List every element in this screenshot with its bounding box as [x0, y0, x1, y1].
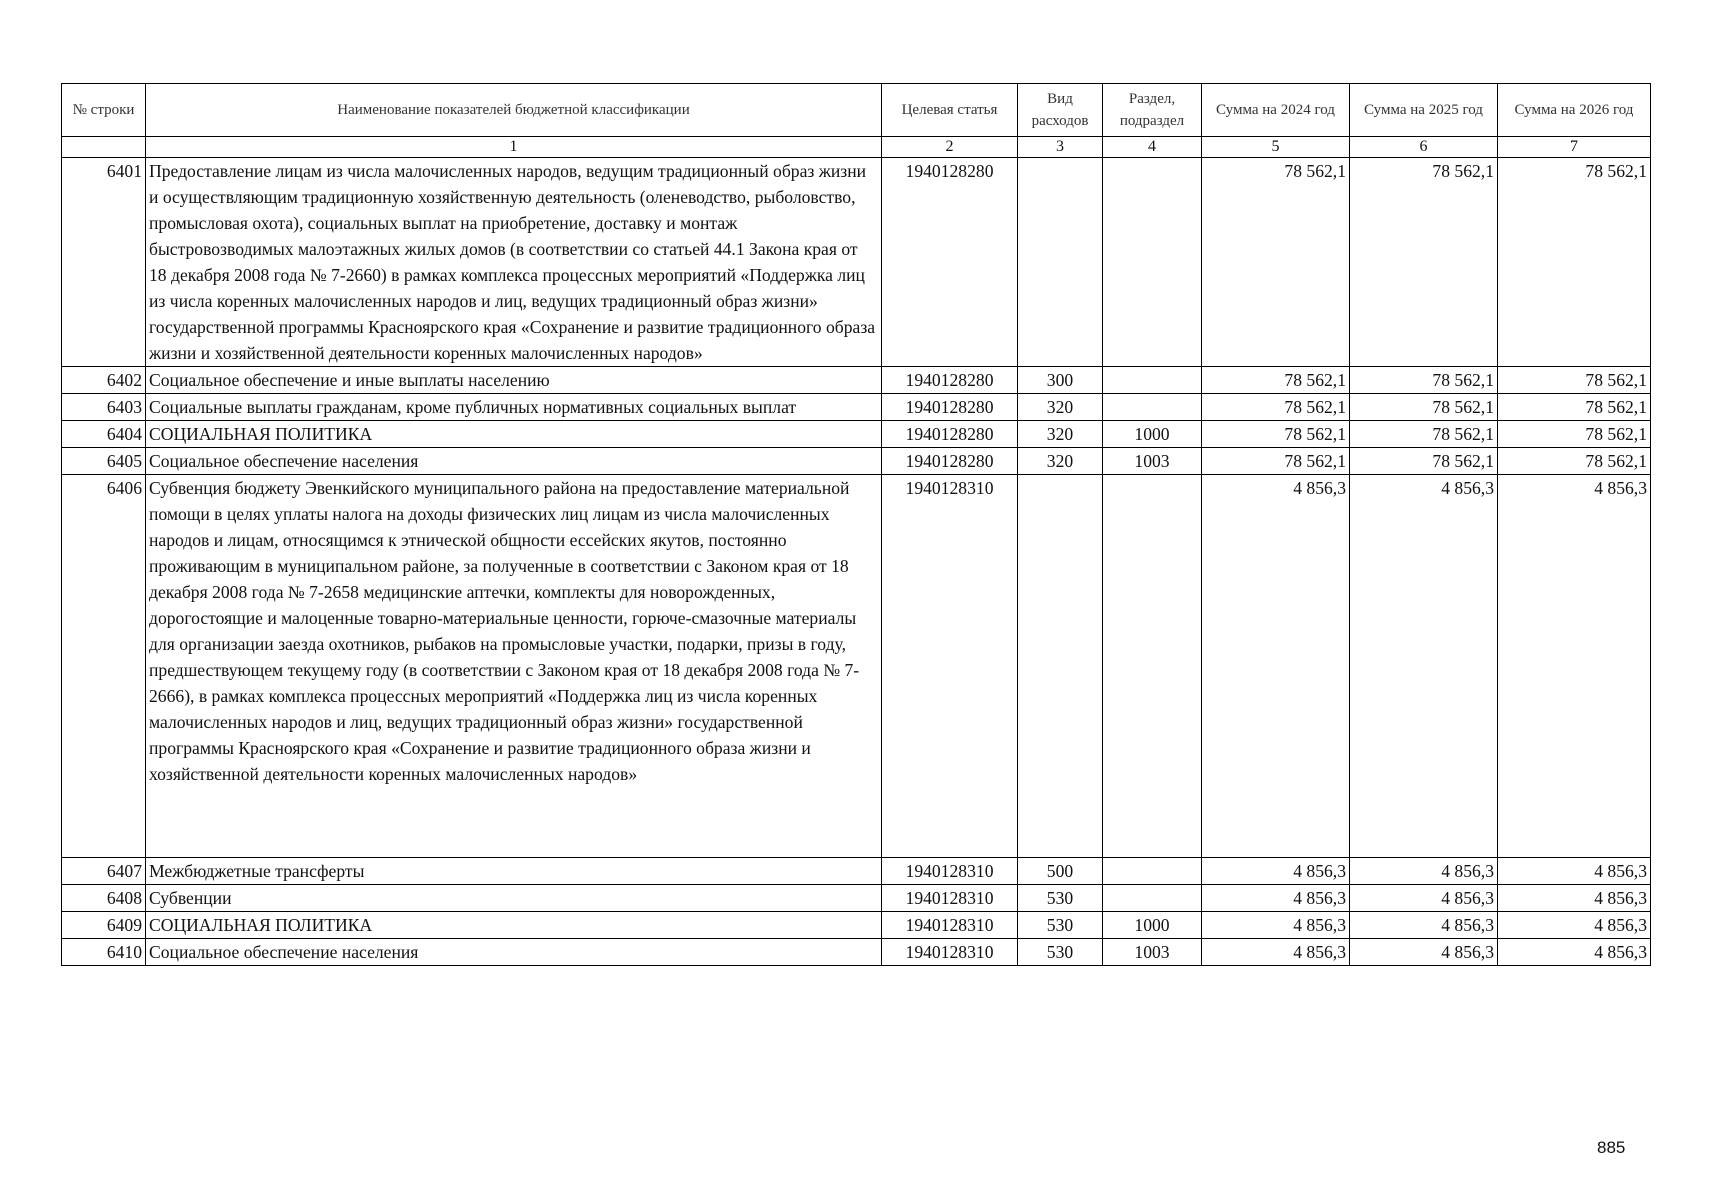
sum-2026: 4 856,3	[1498, 939, 1651, 966]
target-article-code: 1940128280	[882, 421, 1018, 448]
column-number: 7	[1498, 137, 1651, 158]
header-expense-type: Вид расходов	[1018, 84, 1103, 137]
sum-2026: 4 856,3	[1498, 475, 1651, 858]
row-number: 6406	[62, 475, 146, 858]
sum-2026: 4 856,3	[1498, 885, 1651, 912]
sum-2024: 4 856,3	[1202, 939, 1350, 966]
target-article-code: 1940128280	[882, 448, 1018, 475]
column-number: 6	[1350, 137, 1498, 158]
section-code: 1003	[1103, 939, 1202, 966]
column-number: 2	[882, 137, 1018, 158]
header-sum-2024: Сумма на 2024 год	[1202, 84, 1350, 137]
column-number: 3	[1018, 137, 1103, 158]
expense-type-code	[1018, 475, 1103, 858]
table-row	[62, 885, 1651, 912]
expense-type-code: 300	[1018, 367, 1103, 394]
header-indicator-name: Наименование показателей бюджетной классификации	[146, 84, 882, 137]
header-row-number: № строки	[62, 84, 146, 137]
row-number: 6407	[62, 858, 146, 885]
sum-2026: 4 856,3	[1498, 912, 1651, 939]
header-section-subsection: Раздел, подраздел	[1103, 84, 1202, 137]
expense-type-code: 320	[1018, 394, 1103, 421]
column-number: 5	[1202, 137, 1350, 158]
row-number: 6401	[62, 158, 146, 367]
indicator-name: Социальное обеспечение населения	[146, 448, 882, 475]
sum-2024: 78 562,1	[1202, 421, 1350, 448]
row-number: 6404	[62, 421, 146, 448]
target-article-code: 1940128310	[882, 885, 1018, 912]
sum-2026: 78 562,1	[1498, 394, 1651, 421]
sum-2025: 78 562,1	[1350, 367, 1498, 394]
target-article-code: 1940128280	[882, 367, 1018, 394]
indicator-name: Предоставление лицам из числа малочисленных народов, ведущим традиционный образ жизни и осуществляющим традиционную хозяйственную деятельность (оленеводство, рыболовство, промысловая охота), социальных выплат на приобретение, доставку и монтаж быстровозводимых малоэтажных жилых домов (в соответствии со статьей 44.1 Закона края от 18 декабря 2008 года № 7-2660) в рамках комплекса процессных мероприятий «Поддержка лиц из числа коренных малочисленных народов и лиц, ведущих традиционный образ жизни» государственной программы Красноярского края «Сохранение и развитие традиционного образа жизни и хозяйственной деятельности коренных малочисленных народов»	[146, 158, 882, 367]
table-row	[62, 158, 1651, 367]
row-number: 6405	[62, 448, 146, 475]
table-row	[62, 448, 1651, 475]
section-code	[1103, 367, 1202, 394]
sum-2026: 78 562,1	[1498, 448, 1651, 475]
expense-type-code: 530	[1018, 939, 1103, 966]
header-row	[62, 84, 1651, 137]
table-row	[62, 421, 1651, 448]
header-sum-2026: Сумма на 2026 год	[1498, 84, 1651, 137]
sum-2025: 4 856,3	[1350, 885, 1498, 912]
sum-2024: 78 562,1	[1202, 394, 1350, 421]
indicator-name: Социальное обеспечение населения	[146, 939, 882, 966]
table-row	[62, 939, 1651, 966]
sum-2025: 78 562,1	[1350, 158, 1498, 367]
sum-2025: 4 856,3	[1350, 939, 1498, 966]
row-number: 6409	[62, 912, 146, 939]
row-number: 6402	[62, 367, 146, 394]
indicator-name: СОЦИАЛЬНАЯ ПОЛИТИКА	[146, 912, 882, 939]
table-row	[62, 367, 1651, 394]
section-code: 1000	[1103, 912, 1202, 939]
column-number-blank	[62, 137, 146, 158]
sum-2026: 4 856,3	[1498, 858, 1651, 885]
section-code	[1103, 475, 1202, 858]
budget-classification-table	[61, 83, 1651, 966]
column-number-row	[62, 137, 1651, 158]
expense-type-code: 530	[1018, 912, 1103, 939]
sum-2024: 78 562,1	[1202, 448, 1350, 475]
indicator-name: Социальные выплаты гражданам, кроме публичных нормативных социальных выплат	[146, 394, 882, 421]
sum-2025: 78 562,1	[1350, 394, 1498, 421]
indicator-name: Межбюджетные трансферты	[146, 858, 882, 885]
row-number: 6410	[62, 939, 146, 966]
section-code	[1103, 394, 1202, 421]
expense-type-code: 320	[1018, 421, 1103, 448]
table-row	[62, 858, 1651, 885]
target-article-code: 1940128310	[882, 912, 1018, 939]
table-row	[62, 475, 1651, 858]
section-code: 1000	[1103, 421, 1202, 448]
indicator-name: СОЦИАЛЬНАЯ ПОЛИТИКА	[146, 421, 882, 448]
row-number: 6403	[62, 394, 146, 421]
sum-2024: 78 562,1	[1202, 158, 1350, 367]
section-code	[1103, 158, 1202, 367]
column-number: 1	[146, 137, 882, 158]
sum-2025: 4 856,3	[1350, 858, 1498, 885]
section-code: 1003	[1103, 448, 1202, 475]
sum-2024: 4 856,3	[1202, 885, 1350, 912]
table-row	[62, 912, 1651, 939]
target-article-code: 1940128280	[882, 394, 1018, 421]
indicator-name: Субвенции	[146, 885, 882, 912]
section-code	[1103, 858, 1202, 885]
target-article-code: 1940128280	[882, 158, 1018, 367]
section-code	[1103, 885, 1202, 912]
target-article-code: 1940128310	[882, 858, 1018, 885]
expense-type-code	[1018, 158, 1103, 367]
header-sum-2025: Сумма на 2025 год	[1350, 84, 1498, 137]
sum-2024: 4 856,3	[1202, 475, 1350, 858]
table-row	[62, 394, 1651, 421]
sum-2025: 4 856,3	[1350, 475, 1498, 858]
sum-2025: 78 562,1	[1350, 448, 1498, 475]
row-number: 6408	[62, 885, 146, 912]
expense-type-code: 500	[1018, 858, 1103, 885]
expense-type-code: 530	[1018, 885, 1103, 912]
indicator-name: Социальное обеспечение и иные выплаты населению	[146, 367, 882, 394]
sum-2026: 78 562,1	[1498, 367, 1651, 394]
target-article-code: 1940128310	[882, 939, 1018, 966]
sum-2025: 4 856,3	[1350, 912, 1498, 939]
sum-2024: 4 856,3	[1202, 858, 1350, 885]
sum-2025: 78 562,1	[1350, 421, 1498, 448]
sum-2024: 4 856,3	[1202, 912, 1350, 939]
page-number: 885	[1597, 1138, 1626, 1157]
header-target-article: Целевая статья	[882, 84, 1018, 137]
sum-2024: 78 562,1	[1202, 367, 1350, 394]
sum-2026: 78 562,1	[1498, 421, 1651, 448]
expense-type-code: 320	[1018, 448, 1103, 475]
target-article-code: 1940128310	[882, 475, 1018, 858]
column-number: 4	[1103, 137, 1202, 158]
indicator-name: Субвенция бюджету Эвенкийского муниципального района на предоставление материальной помощи в целях уплаты налога на доходы физических лиц лицам из числа малочисленных народов и лицам, относящимся к этнической общности ессейских якутов, постоянно проживающим в муниципальном районе, за полученные в соответствии с Законом края от 18 декабря 2008 года № 7-2658 медицинские аптечки, комплекты для новорожденных, дорогостоящие и малоценные товарно-материальные ценности, горюче-смазочные материалы для организации заезда охотников, рыбаков на промысловые участки, подарки, призы в году, предшествующем текущему году (в соответствии с Законом края от 18 декабря 2008 года № 7-2666), в рамках комплекса процессных мероприятий «Поддержка лиц из числа коренных малочисленных народов и лиц, ведущих традиционный образ жизни» государственной программы Красноярского края «Сохранение и развитие традиционного образа жизни и хозяйственной деятельности коренных малочисленных народов»	[146, 475, 882, 858]
sum-2026: 78 562,1	[1498, 158, 1651, 367]
